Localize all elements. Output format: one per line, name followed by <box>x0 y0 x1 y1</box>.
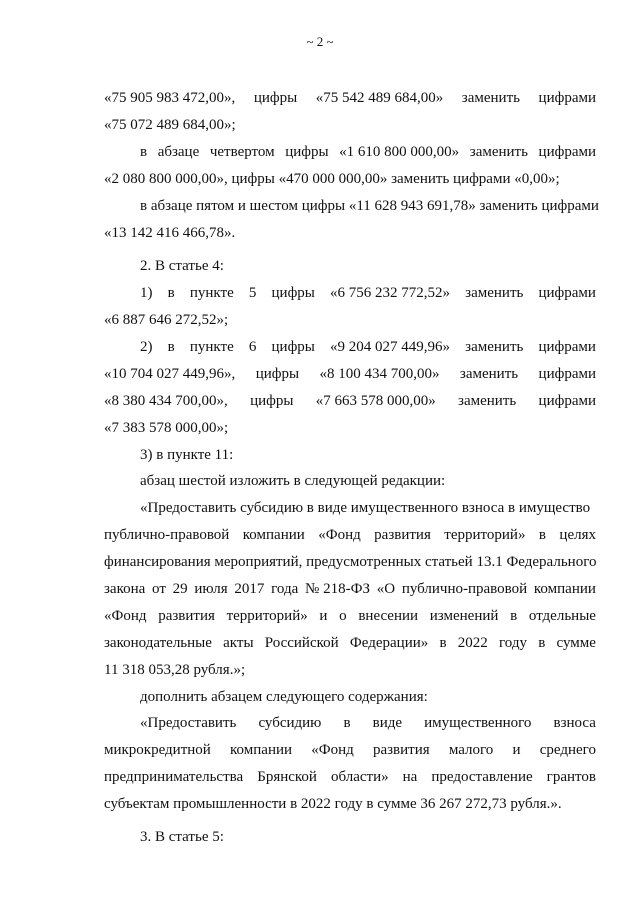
word: компании <box>242 527 305 543</box>
word: имущественного <box>424 715 532 731</box>
text-line <box>104 365 596 383</box>
word: территорий» <box>226 608 308 624</box>
word: от <box>152 581 166 597</box>
word: и <box>512 742 521 758</box>
text-line: в абзаце пятом и шестом цифры «11 628 943 691,78» заменить цифрами <box>140 198 599 214</box>
word: публично-правовой <box>401 581 528 597</box>
word: «1 610 800 000,00» <box>339 144 460 160</box>
word: в <box>538 635 546 651</box>
text-line: 11 318 053,28 рубля.»; <box>104 662 246 678</box>
word: в <box>510 608 518 624</box>
word: № 218-ФЗ <box>305 581 370 597</box>
text-line: 3. В статье 5: <box>140 829 224 845</box>
text-line: 2. В статье 4: <box>140 258 224 274</box>
word: «6 756 232 772,52» <box>330 285 451 301</box>
text-line <box>104 634 596 652</box>
word: заменить <box>465 285 524 301</box>
word: года <box>271 581 299 597</box>
text-line <box>104 580 596 598</box>
text-line: 3) в пункте 11: <box>140 447 234 463</box>
word: о <box>339 608 347 624</box>
word: заменить <box>465 339 524 355</box>
word: заменить <box>461 90 520 106</box>
word: цифры <box>253 90 298 106</box>
word: цифрами <box>538 90 596 106</box>
text-line: «2 080 800 000,00», цифры «470 000 000,00» заменить цифрами «0,00»; <box>104 171 560 187</box>
word: предоставление <box>431 769 533 785</box>
word: цифры <box>271 285 315 301</box>
word: грантов <box>546 769 596 785</box>
word: цифры <box>285 144 329 160</box>
word: цифры <box>271 339 315 355</box>
word: «8 380 434 700,00», <box>104 393 228 409</box>
word: территорий» <box>444 527 526 543</box>
text-line <box>104 392 596 410</box>
word: в <box>167 285 175 301</box>
text-line: абзац шестой изложить в следующей редакции: <box>140 473 446 489</box>
word: развития <box>158 608 215 624</box>
word: «О <box>376 581 396 597</box>
text-line: субъектам промышленности в 2022 году в сумме 36 267 272,73 рубля.». <box>104 796 562 812</box>
word: внесении <box>358 608 419 624</box>
word: среднего <box>539 742 596 758</box>
word: заменить <box>469 144 528 160</box>
word: заменить <box>459 366 519 382</box>
word: заменить <box>458 393 517 409</box>
word: цифры <box>250 393 294 409</box>
word: цифры <box>255 366 300 382</box>
word: публично-правовой <box>104 527 230 543</box>
word: отдельные <box>528 608 596 624</box>
word: законодательные <box>104 635 212 651</box>
word: «9 204 027 449,96» <box>330 339 451 355</box>
word: июля <box>194 581 228 597</box>
word: 29 <box>172 581 188 597</box>
word: акты <box>223 635 254 651</box>
word: предпринимательства <box>104 769 244 785</box>
word: в <box>538 527 546 543</box>
text-line <box>104 607 596 625</box>
word: цифрами <box>538 393 596 409</box>
word: цифрами <box>538 285 596 301</box>
word: компании <box>533 581 596 597</box>
text-line: «7 383 578 000,00»; <box>104 420 229 436</box>
text-line <box>140 284 596 302</box>
word: взноса <box>553 715 596 731</box>
word: «Фонд <box>311 742 354 758</box>
text-line: финансирования мероприятий, предусмотренных статьей 13.1 Федерального <box>104 554 597 570</box>
word: в <box>167 339 175 355</box>
text-line <box>104 89 596 107</box>
word: «75 905 983 472,00», <box>104 90 236 106</box>
word: Брянской <box>257 769 317 785</box>
text-line <box>104 768 596 786</box>
word: «8 100 434 700,00» <box>319 366 440 382</box>
word: сумме <box>556 635 596 651</box>
word: 2) <box>140 339 153 355</box>
text-line: «Предоставить субсидию в виде имущественного взноса в имущество <box>140 500 591 516</box>
text-line <box>140 143 596 161</box>
word: «Фонд <box>104 608 147 624</box>
word: пункте <box>189 285 234 301</box>
word: малого <box>448 742 494 758</box>
word: Российской <box>264 635 339 651</box>
text-line: «75 072 489 684,00»; <box>104 117 236 133</box>
word: «Фонд <box>318 527 361 543</box>
word: виде <box>372 715 403 731</box>
word: на <box>402 769 418 785</box>
text-line: дополнить абзацем следующего содержания: <box>140 689 428 705</box>
word: «Предоставить <box>140 715 237 731</box>
word: субсидию <box>258 715 322 731</box>
word: в <box>343 715 351 731</box>
word: году <box>499 635 527 651</box>
word: «7 663 578 000,00» <box>315 393 436 409</box>
word: цифрами <box>538 144 596 160</box>
text-line <box>104 526 596 544</box>
word: 2022 <box>457 635 488 651</box>
text-line <box>104 741 596 759</box>
word: 6 <box>248 339 257 355</box>
text-line: «13 142 416 466,78». <box>104 225 236 241</box>
word: микрокредитной <box>104 742 211 758</box>
word: 2017 <box>234 581 265 597</box>
word: 5 <box>248 285 257 301</box>
word: цифрами <box>538 339 596 355</box>
word: пункте <box>189 339 234 355</box>
text-line: «6 887 646 272,52»; <box>104 312 229 328</box>
word: абзаце <box>157 144 200 160</box>
word: изменений <box>429 608 499 624</box>
word: в <box>140 144 148 160</box>
word: развития <box>374 527 431 543</box>
word: четвертом <box>209 144 275 160</box>
word: и <box>319 608 328 624</box>
text-line <box>140 338 596 356</box>
word: развития <box>372 742 430 758</box>
word: «75 542 489 684,00» <box>315 90 444 106</box>
word: области» <box>330 769 389 785</box>
word: закона <box>104 581 146 597</box>
word: Федерации» <box>349 635 429 651</box>
text-line <box>140 714 596 732</box>
word: цифрами <box>538 366 596 382</box>
word: компании <box>230 742 293 758</box>
word: «10 704 027 449,96», <box>104 366 236 382</box>
page-number: ~ 2 ~ <box>306 34 334 49</box>
word: в <box>439 635 447 651</box>
word: целях <box>559 527 596 543</box>
word: 1) <box>140 285 153 301</box>
